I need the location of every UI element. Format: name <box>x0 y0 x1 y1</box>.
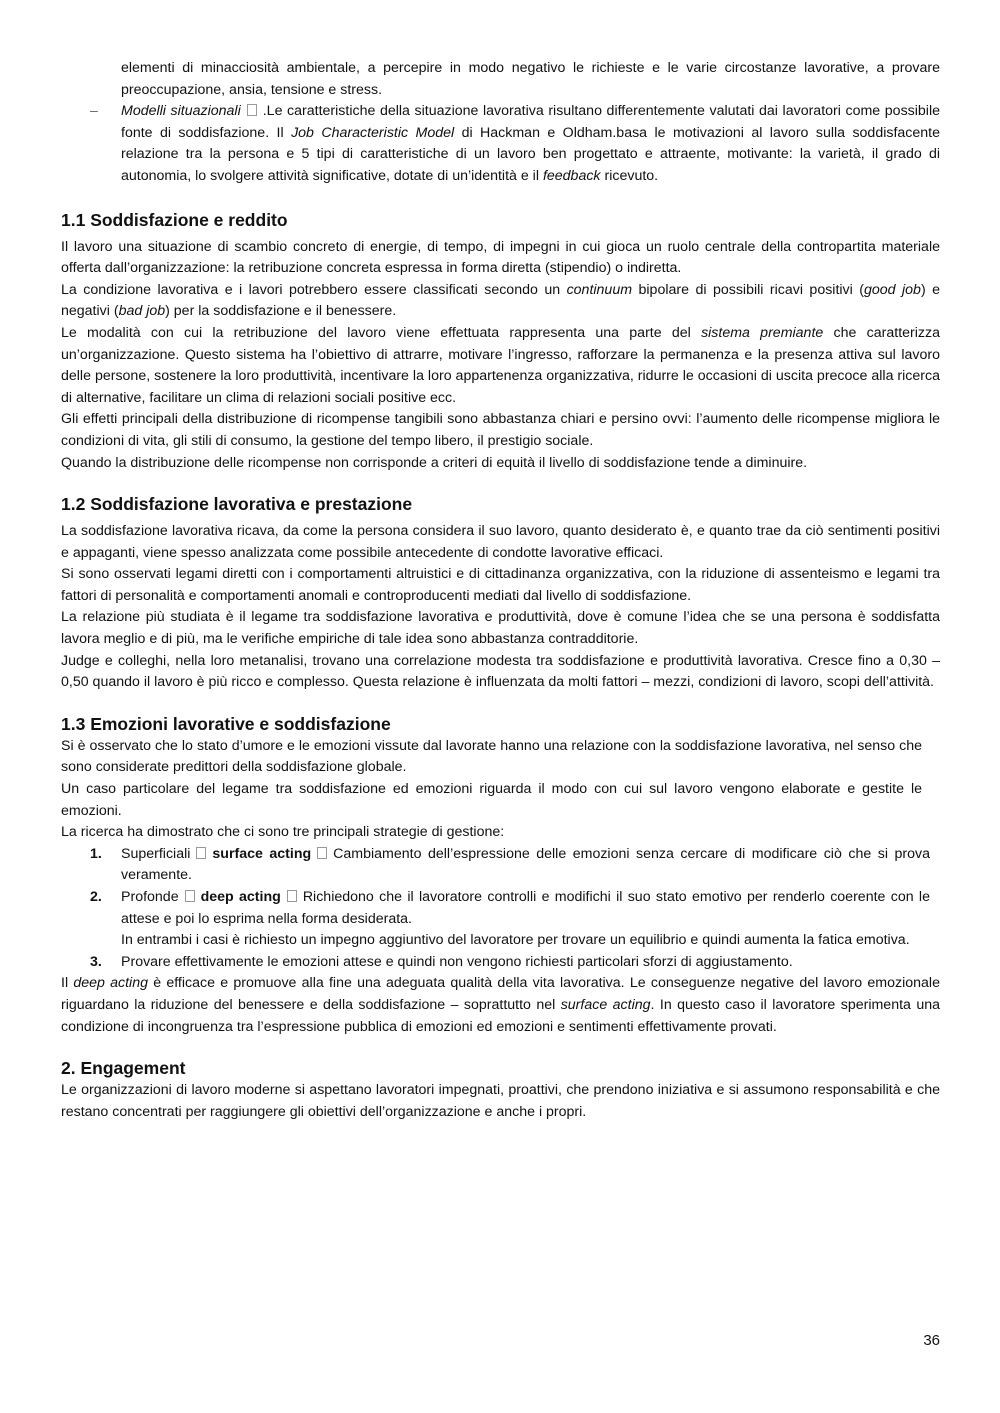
text-run: che caratterizza un’organizzazione. Questo sistema ha l’obiettivo di attrarre, motivare l’ingresso, rafforzare la permanenza e la presenza attiva sul lavoro delle persone, sostenere la loro produttività, incentivare la loro appartenenza organizzativa, ridurre le occasioni di uscita precoce alla ricerca di alternative, facilitare un clima di relazioni sociali positive ecc. <box>61 324 940 406</box>
section-1-2 <box>61 492 940 694</box>
paragraph <box>61 323 940 409</box>
section-2 <box>61 1056 940 1123</box>
paragraph: La soddisfazione lavorativa ricava, da come la persona considera il suo lavoro, quanto desiderato è, e quanto trae da ciò sentimenti positivi e appaganti, viene spesso analizzata come possibile antecedente di condotte lavorative efficaci. <box>61 523 940 561</box>
list-item <box>61 952 940 974</box>
paragraph: Quando la distribuzione delle ricompense non corrisponde a criteri di equità il livello di soddisfazione tende a diminuire. <box>61 454 808 471</box>
text-run: Profonde <box>121 889 179 905</box>
text-run: Superficiali <box>121 845 191 862</box>
text-run: Cambiamento dell’espressione delle emozioni senza cercare di modificare ciò che si prova veramente. <box>121 845 930 884</box>
paragraph <box>61 280 940 323</box>
paragraph: Si è osservato che lo stato d’umore e le emozioni vissute dal lavorate hanno una relazione con la soddisfazione lavorativa, nel senso che sono considerate predittori della soddisfazione globale. <box>61 737 922 776</box>
intro-continuation: elementi di minacciosità ambientale, a percepire in modo negativo le richieste e le varie circostanze lavorative, a provare preoccupazione, ansia, tensione e stress. <box>121 60 940 98</box>
item-text: .Le caratteristiche della situazione lavorativa risultano differentemente valutati dai lavoratori come possibile fonte di soddisfazione. Il <box>121 103 941 141</box>
italic-term: bad job <box>118 303 166 320</box>
paragraph <box>61 973 940 1038</box>
section-heading: 1.3 Emozioni lavorative e soddisfazione <box>61 713 391 734</box>
item-title: Modelli situazionali <box>121 103 241 120</box>
text-run: Richiedono che il lavoratore controlli e modifichi il suo stato emotivo per renderlo coerente con le attese e poi lo esprima nella forma desiderata. <box>121 889 930 927</box>
paragraph: Un caso particolare del legame tra soddisfazione ed emozioni riguarda il modo con cui sul lavoro vengono elaborate e gestite le emozioni. <box>61 781 922 819</box>
section-1-3 <box>61 712 940 1038</box>
text-run: ) per la soddisfazione e il benessere. <box>165 303 397 320</box>
text-run: è efficace e promuove alla fine una adeguata qualità della vita lavorativa. Le conseguenze negative del lavoro emozionale riguardano la riduzione del benessere e della soddisfazione – soprattutto nel <box>61 975 940 1013</box>
document-page <box>61 58 940 1123</box>
dash-bullet: – <box>90 103 98 120</box>
strategies-list <box>61 844 940 974</box>
paragraph: Si sono osservati legami diretti con i comportamenti altruistici e di cittadinanza organizzativa, con la riduzione di assenteismo e legami tra fattori di personalità e comportamenti anomali e controproducenti mediati dal livello di soddisfazione. <box>61 566 940 604</box>
paragraph: La ricerca ha dimostrato che ci sono tre principali strategie di gestione: <box>61 824 505 841</box>
feedback-term: feedback <box>542 167 601 184</box>
paragraph: Gli effetti principali della distribuzione di ricompense tangibili sono abbastanza chiari e persino ovvi: l’aumento delle ricompense migliora le condizioni di vita, gli stili di consumo, la gestione del tempo libero, il prestigio sociale. <box>61 411 940 449</box>
arrow-symbol-icon <box>196 847 206 859</box>
list-number: 1. <box>90 845 102 862</box>
paragraph: La relazione più studiata è il legame tra soddisfazione lavorativa e produttività, dove è comune l’idea che se una persona è soddisfatta lavora meglio e di più, ma le verifiche empiriche di tale idea sono abbastanza contradditorie. <box>61 609 940 648</box>
section-heading: 2. Engagement <box>61 1058 186 1079</box>
paragraph: Il lavoro una situazione di scambio concreto di energie, di tempo, di impegni in cui gioca un ruolo centrale della contropartita materiale offerta dall’organizzazione: la retribuzione concreta espressa in forma diretta (stipendio) o indiretta. <box>61 238 940 277</box>
paragraph: Le organizzazioni di lavoro moderne si aspettano lavoratori impegnati, proattivi, che prendono iniziativa e si assumono responsabilità e che restano concentrati per raggiungere gli obiettivi dell’organizzazione e anche i propri. <box>61 1082 940 1120</box>
list-item <box>61 844 940 887</box>
italic-term: surface acting <box>560 996 651 1013</box>
paragraph: Judge e colleghi, nella loro metanalisi, trovano una correlazione modesta tra soddisfazione e produttività lavorativa. Cresce fino a 0,30 – 0,50 quando il lavoro è più ricco e complesso. Questa relazione è influenzata da molti fattori – mezzi, condizioni di lavoro, scopi dell’attività. <box>61 652 940 691</box>
text-run: Provare effettivamente le emozioni attese e quindi non vengono richiesti particolari sforzi di aggiustamento. <box>121 953 793 970</box>
arrow-symbol-icon <box>317 847 327 859</box>
list-item <box>61 887 940 952</box>
text-run: In entrambi i casi è richiesto un impegno aggiuntivo del lavoratore per trovare un equilibrio e quindi aumenta la fatica emotiva. <box>121 932 910 949</box>
text-run: La condizione lavorativa e i lavori potrebbero essere classificati secondo un <box>61 281 561 298</box>
section-heading: 1.2 Soddisfazione lavorativa e prestazione <box>61 494 413 515</box>
arrow-symbol-icon <box>247 104 257 116</box>
bold-term: surface acting <box>212 845 312 862</box>
italic-term: continuum <box>566 281 633 298</box>
text-run: bipolare di possibili ricavi positivi ( <box>638 281 864 298</box>
page-number: 36 <box>923 1332 940 1349</box>
list-number: 2. <box>90 889 102 905</box>
section-1-1 <box>61 208 940 475</box>
italic-term: sistema premiante <box>701 324 824 341</box>
text-run: Le modalità con cui la retribuzione del lavoro viene effettuata rappresenta una parte del <box>61 324 691 341</box>
list-item-situational-models <box>61 101 940 187</box>
item-text: di Hackman e Oldham.basa le motivazioni al lavoro sulla soddisfacente relazione tra la persona e 5 tipi di caratteristiche di un lavoro ben progettato e attraente, motivante: la varietà, il grado di autonomia, lo svolgere attività significative, dotate di un’identità e il <box>121 124 940 184</box>
model-name: Job Characteristic Model <box>291 124 455 141</box>
italic-term: good job <box>863 281 921 298</box>
arrow-symbol-icon <box>185 890 195 902</box>
list-number: 3. <box>90 953 102 970</box>
arrow-symbol-icon <box>287 890 297 902</box>
italic-term: deep acting <box>73 975 148 992</box>
item-text: ricevuto. <box>604 167 659 184</box>
text-run: ) e negativi ( <box>61 281 941 320</box>
section-heading: 1.1 Soddisfazione e reddito <box>61 209 288 230</box>
text-run: Il <box>61 975 69 992</box>
text-run: . In questo caso il lavoratore sperimenta una condizione di incongruenza tra l’espressione pubblica di emozioni ed emozioni e sentimenti effettivamente provati. <box>61 996 941 1035</box>
bold-term: deep acting <box>200 889 281 905</box>
